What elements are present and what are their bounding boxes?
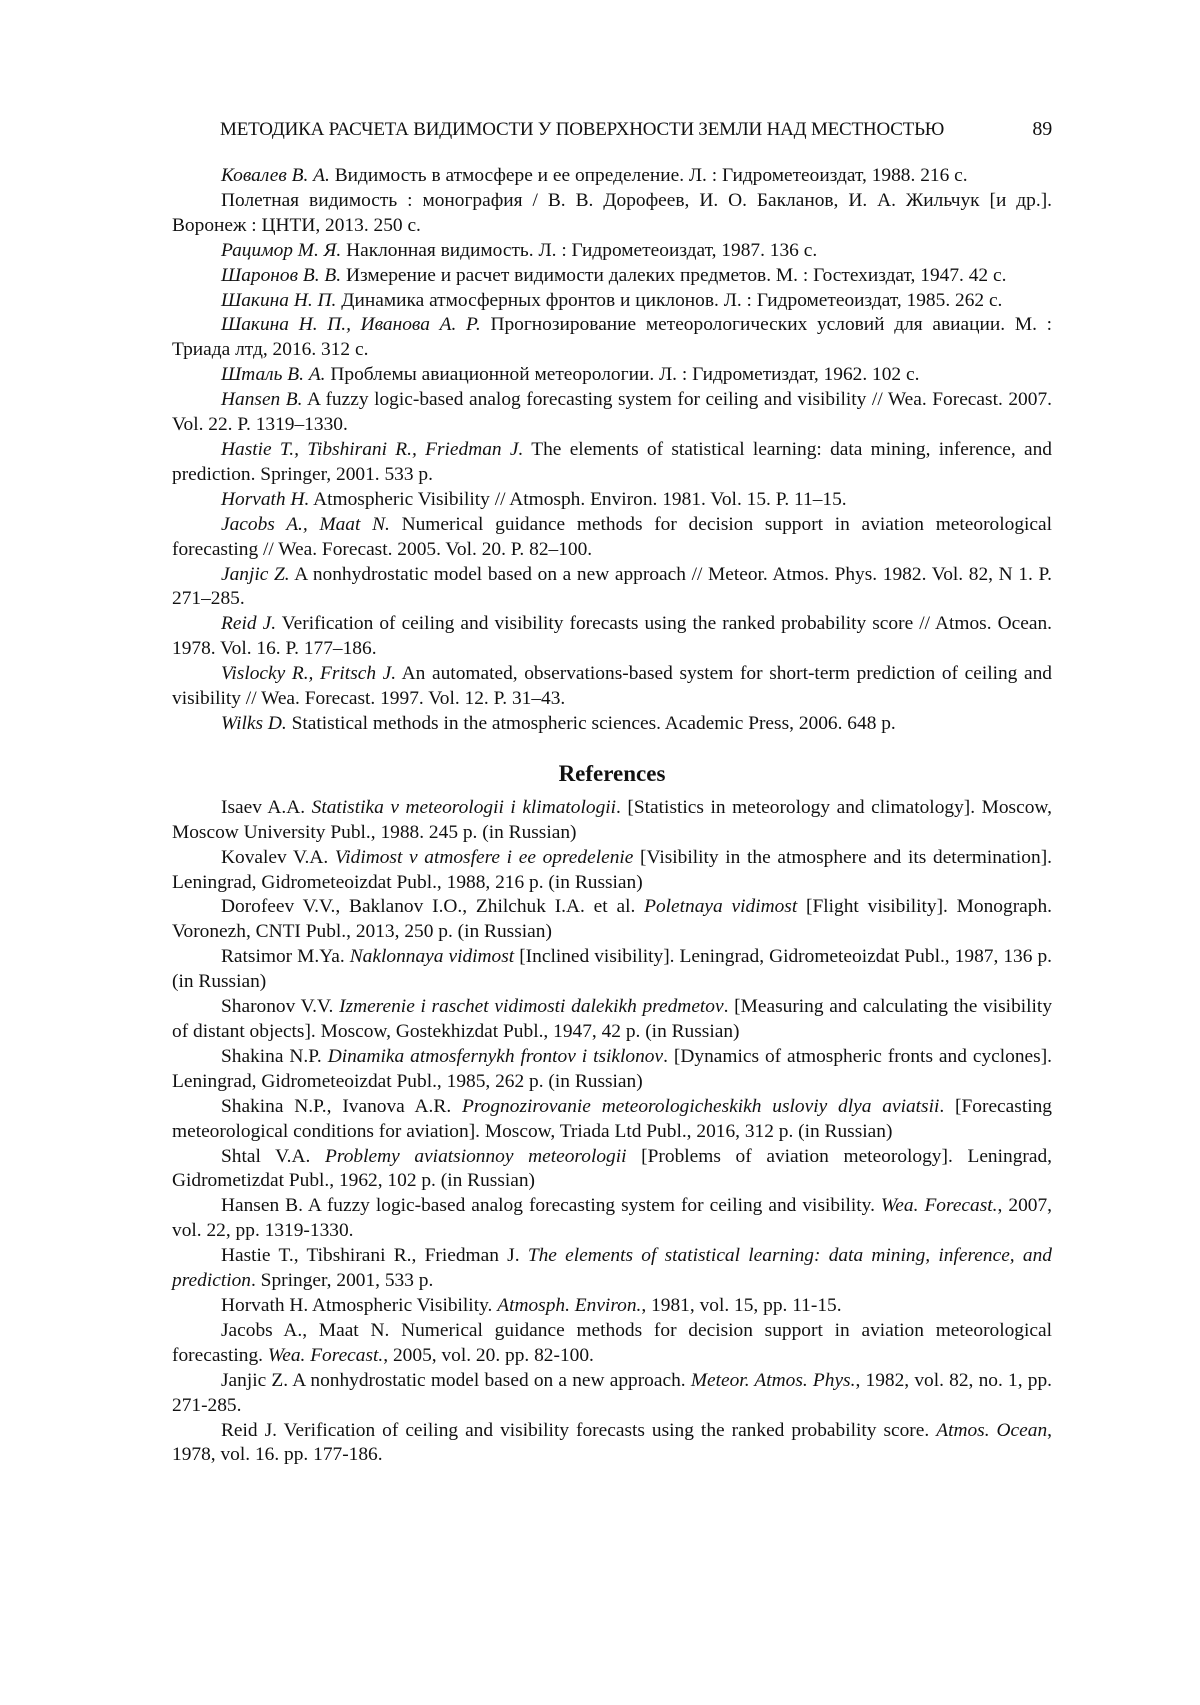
reference-pre: Janjic Z. A nonhydrostatic model based on a new approach. <box>221 1370 691 1391</box>
literature-authors: Ковалев В. А. <box>221 165 330 186</box>
reference-post: , 1978, vol. 16. pp. 177-186. <box>172 1420 1052 1466</box>
reference-post: . [Dynamics of atmospheric fronts and cyclones]. Leningrad, Gidrometeoizdat Publ., 1985, 262 p. (in Russian) <box>172 1046 1052 1092</box>
literature-item <box>172 513 1052 563</box>
reference-item <box>172 1294 1052 1319</box>
reference-item <box>172 846 1052 896</box>
literature-item <box>172 363 1052 388</box>
reference-item <box>172 1045 1052 1095</box>
reference-pre: Shakina N.P., Ivanova A.R. <box>221 1096 462 1117</box>
literature-authors: Шаронов В. В. <box>221 265 341 286</box>
literature-text: Измерение и расчет видимости далеких предметов. М. : Гостехиздат, 1947. 42 с. <box>341 265 1006 286</box>
journal-page <box>172 118 1052 1468</box>
reference-post: . Springer, 2001, 533 p. <box>251 1270 433 1291</box>
reference-italic: Prognozirovanie meteorologicheskikh usloviy dlya aviatsii <box>462 1096 939 1117</box>
reference-pre: Shtal V.A. <box>221 1146 325 1167</box>
reference-pre: Kovalev V.A. <box>221 847 335 868</box>
reference-item <box>172 1419 1052 1469</box>
literature-item <box>172 239 1052 264</box>
reference-item <box>172 796 1052 846</box>
literature-authors: Hastie T., Tibshirani R., Friedman J. <box>221 439 523 460</box>
running-header <box>220 118 1052 144</box>
literature-text: Динамика атмосферных фронтов и циклонов. Л. : Гидрометеоиздат, 1985. 262 с. <box>336 290 1002 311</box>
reference-pre: Hansen B. A fuzzy logic-based analog forecasting system for ceiling and visibility. <box>221 1195 881 1216</box>
running-title: МЕТОДИКА РАСЧЕТА ВИДИМОСТИ У ПОВЕРХНОСТИ ЗЕМЛИ НАД МЕСТНОСТЬЮ <box>220 119 944 141</box>
literature-text: Numerical guidance methods for decision support in aviation meteorological forecasting // Wea. Forecast. 2005. Vol. 20. P. 82–100. <box>172 514 1052 560</box>
reference-italic: Atmosph. Environ. <box>497 1295 641 1316</box>
reference-pre: Dorofeev V.V., Baklanov I.O., Zhilchuk I.A. et al. <box>221 896 644 917</box>
reference-italic: Naklonnaya vidimost <box>350 946 514 967</box>
literature-item <box>172 164 1052 189</box>
literature-authors: Wilks D. <box>221 713 287 734</box>
reference-post: . [Measuring and calculating the visibility of distant objects]. Moscow, Gostekhizdat Publ., 1947, 42 p. (in Russian) <box>172 996 1052 1042</box>
literature-item <box>172 563 1052 613</box>
reference-post: . [Statistics in meteorology and climatology]. Moscow, Moscow University Publ., 1988. 245 p. (in Russian) <box>172 797 1052 843</box>
literature-authors: Janjic Z. <box>221 564 290 585</box>
reference-item <box>172 1194 1052 1244</box>
reference-item <box>172 995 1052 1045</box>
literature-text: Verification of ceiling and visibility forecasts using the ranked probability score // At­mos. Ocean. 1978. Vol. 16. P. 177–186. <box>172 613 1052 659</box>
reference-italic: Poletnaya vidimost <box>644 896 797 917</box>
reference-item <box>172 1369 1052 1419</box>
reference-pre: Jacobs A., Maat N. Numerical guidance methods for decision support in aviation meteorological forecasting. <box>172 1320 1052 1366</box>
literature-item <box>172 662 1052 712</box>
reference-post: [Inclined visibility]. Leningrad, Gidrometeoizdat Publ., 1987, 136 p. (in Russian) <box>172 946 1052 992</box>
reference-item <box>172 1319 1052 1369</box>
reference-item <box>172 1145 1052 1195</box>
literature-text: A fuzzy logic-based analog forecasting system for ceiling and visibility // Wea. Fore­cast. 2007. Vol. 22. P. 1319–1330. <box>172 389 1052 435</box>
references-heading: References <box>172 760 1052 788</box>
literature-text: The elements of statistical learning: data mining, inference, and prediction. Springer, 2001. 533 p. <box>172 439 1052 485</box>
literature-item <box>172 488 1052 513</box>
reference-pre: Sharonov V.V. <box>221 996 339 1017</box>
literature-text: Statistical methods in the atmospheric sciences. Academic Press, 2006. 648 p. <box>287 713 896 734</box>
reference-italic: Atmos. Ocean <box>936 1420 1047 1441</box>
references-list <box>172 796 1052 1468</box>
reference-post: [Problems of aviation meteorology]. Leningrad, Gidrometizdat Publ., 1962, 102 p. (in Russian) <box>172 1146 1052 1192</box>
reference-italic: Wea. Fore­cast. <box>881 1195 998 1216</box>
reference-item <box>172 895 1052 945</box>
reference-post: , 1982, vol. 82, no. 1, pp. 271-285. <box>172 1370 1052 1416</box>
literature-authors: Jacobs A., Maat N. <box>221 514 390 535</box>
reference-pre: Shakina N.P. <box>221 1046 328 1067</box>
reference-post: . [Fore­casting meteorological conditions for aviation]. Moscow, Triada Ltd Publ., 2016, 312 p. (in Russian) <box>172 1096 1052 1142</box>
reference-italic: Statistika v meteorologii i klimatologii <box>312 797 616 818</box>
reference-italic: Problemy aviatsionnoy meteorologii <box>325 1146 626 1167</box>
literature-item <box>172 438 1052 488</box>
literature-list <box>172 164 1052 737</box>
reference-post: [Visibility in the atmosphere and its deter­mination]. Leningrad, Gidrometeoizdat Publ., 1988, 216 p. (in Russian) <box>172 847 1052 893</box>
reference-post: , 2005, vol. 20. pp. 82-100. <box>383 1345 594 1366</box>
literature-item <box>172 189 1052 239</box>
reference-italic: Vidimost v atmosfere i ee opredelenie <box>335 847 634 868</box>
reference-post: [Flight visibility]. Mon­ograph. Voronezh, CNTI Publ., 2013, 250 p. (in Russian) <box>172 896 1052 942</box>
literature-item <box>172 612 1052 662</box>
reference-italic: Meteor. Atmos. Phys. <box>691 1370 856 1391</box>
reference-pre: Horvath H. Atmospheric Visibility. <box>221 1295 497 1316</box>
literature-authors: Шакина Н. П. <box>221 290 336 311</box>
reference-pre: Hastie T., Tibshirani R., Friedman J. <box>221 1245 528 1266</box>
literature-item <box>172 388 1052 438</box>
literature-text: An automated, observations-based system for short-term prediction of ceiling and visibility // Wea. Forecast. 1997. Vol. 12. P. 31–43. <box>172 663 1052 709</box>
reference-pre: Isaev A.A. <box>221 797 312 818</box>
literature-text: Atmospheric Visibility // Atmosph. Environ. 1981. Vol. 15. P. 11–15. <box>309 489 846 510</box>
page-number: 89 <box>1032 118 1052 141</box>
reference-item <box>172 945 1052 995</box>
literature-authors: Horvath H. <box>221 489 309 510</box>
reference-pre: Reid J. Verification of ceiling and visibility forecasts using the ranked probability score. <box>221 1420 936 1441</box>
reference-item <box>172 1095 1052 1145</box>
literature-item <box>172 289 1052 314</box>
literature-authors: Шталь В. А. <box>221 364 326 385</box>
reference-post: , 1981, vol. 15, pp. 11-15. <box>641 1295 841 1316</box>
literature-authors: Шакина Н. П., Иванова А. Р. <box>221 314 481 335</box>
reference-item <box>172 1244 1052 1294</box>
literature-text: Прогнозирование метеорологических условий для авиации. М. : Триада лтд, 2016. 312 с. <box>172 314 1052 360</box>
literature-authors: Reid J. <box>221 613 276 634</box>
reference-italic: Wea. Forecast. <box>268 1345 383 1366</box>
literature-text: Проблемы авиационной метеорологии. Л. : Гидрометиздат, 1962. 102 с. <box>326 364 920 385</box>
literature-item <box>172 712 1052 737</box>
reference-italic: Izmerenie i raschet vidimosti dalekikh predmetov <box>339 996 724 1017</box>
literature-text: Наклонная видимость. Л. : Гидрометеоиздат, 1987. 136 с. <box>341 240 817 261</box>
literature-authors: Рацимор М. Я. <box>221 240 341 261</box>
literature-text: Видимость в атмосфере и ее определение. Л. : Гидрометеоиздат, 1988. 216 с. <box>330 165 968 186</box>
literature-item <box>172 313 1052 363</box>
literature-authors: Hansen B. <box>221 389 303 410</box>
literature-authors: Vislocky R., Fritsch J. <box>221 663 396 684</box>
reference-post: , 2007, vol. 22, pp. 1319-1330. <box>172 1195 1052 1241</box>
literature-item <box>172 264 1052 289</box>
reference-italic: The elements of statistical learning: data mining, inference, and prediction <box>172 1245 1052 1291</box>
literature-text: A nonhydrostatic model based on a new approach // Meteor. Atmos. Phys. 1982. Vol. 82, N 1. P. 271–285. <box>172 564 1052 610</box>
reference-pre: Ratsimor M.Ya. <box>221 946 350 967</box>
reference-italic: Dinamika atmosfernykh frontov i tsiklonov <box>328 1046 663 1067</box>
literature-text: Полетная видимость : монография / В. В. Дорофеев, И. О. Бакланов, И. А. Жильчук [и др.]. Воронеж : ЦНТИ, 2013. 250 с. <box>172 190 1052 236</box>
